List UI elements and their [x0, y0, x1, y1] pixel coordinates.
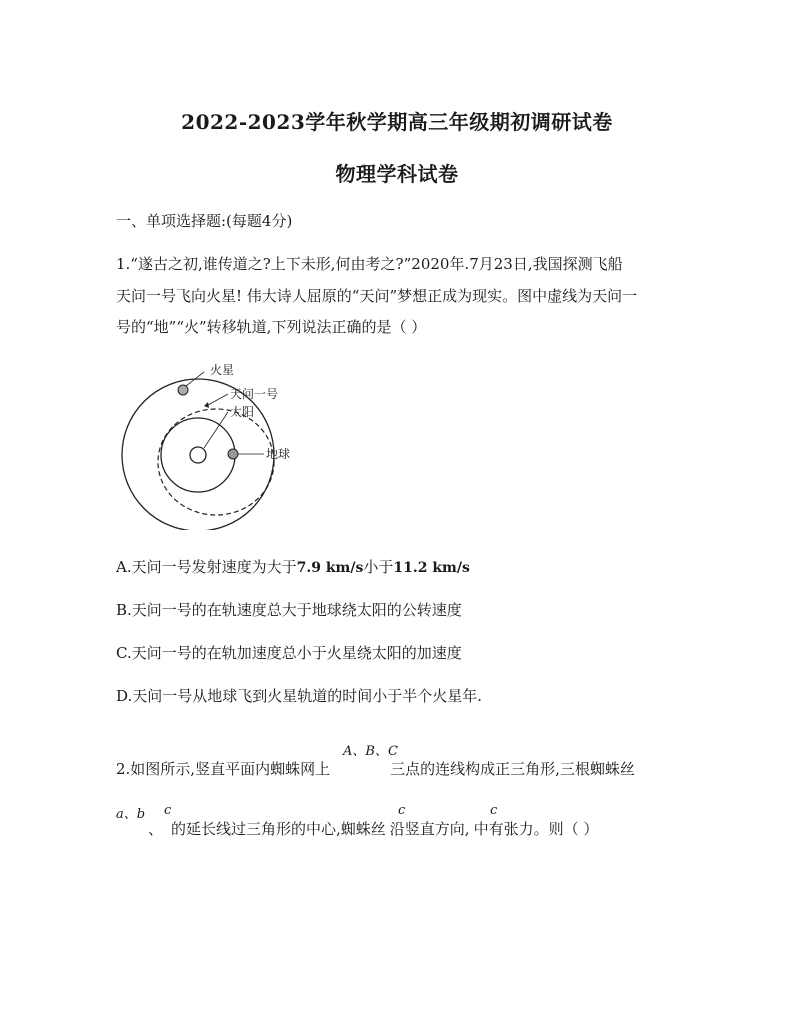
option-a-mid: 小于: [363, 558, 394, 576]
option-a-prefix: A.天问一号发射速度为大于: [116, 558, 297, 576]
q2-line1-suffix: 三点的连线构成正三角形,三根蜘蛛丝: [390, 760, 635, 778]
q1-line3: 号的“地”“火”转移轨道,下列说法正确的是（ ）: [116, 318, 427, 336]
section-heading: 一、单项选择题:(每题4分): [116, 212, 293, 230]
q1-option-b: B.天问一号的在轨速度总大于地球绕太阳的公转速度: [116, 601, 462, 619]
q1-option-a: [116, 556, 470, 577]
earth-icon: [228, 449, 238, 459]
q2-line2-c: 中有张力。则（ ）: [473, 820, 599, 838]
q2-line2: [148, 818, 598, 839]
transfer-orbit: [158, 409, 274, 515]
mars-label: 火星: [210, 363, 235, 377]
q1-option-d: D.天问一号从地球飞到火星轨道的时间小于半个火星年.: [116, 687, 483, 705]
q2-line1: [116, 758, 635, 779]
q2-line1-prefix: 2.如图所示,竖直平面内蜘蛛网上: [116, 760, 331, 778]
q1-line1: 1.“遂古之初,谁传道之?上下未形,何由考之?”2020年.7月23日,我国探测飞船: [116, 255, 623, 273]
q2-threads: a、b: [116, 807, 146, 822]
q2-c1: c: [398, 803, 406, 818]
orbit-diagram: [116, 350, 316, 530]
exam-title: 2022-2023学年秋学期高三年级期初调研试卷: [181, 110, 613, 134]
earth-label: 地球: [266, 447, 291, 461]
sun-label: 太阳: [230, 405, 255, 419]
q2-line2-b: 沿竖直方向,: [389, 820, 470, 838]
exam-subtitle: 物理学科试卷: [335, 162, 459, 186]
q2-points: A、B、C: [343, 744, 398, 759]
option-a-v1: 7.9 km/s: [296, 560, 364, 576]
q2-c2: c: [490, 803, 498, 818]
q1-option-c: C.天问一号的在轨加速度总小于火星绕太阳的加速度: [116, 644, 462, 662]
q2-thread-c: c: [164, 803, 172, 818]
probe-label: 天问一号: [230, 387, 279, 401]
option-a-v2: 11.2 km/s: [393, 560, 470, 576]
q2-sep: 、: [148, 820, 164, 838]
mars-icon: [178, 385, 188, 395]
q2-line2-a: 的延长线过三角形的中心,蜘蛛丝: [171, 820, 386, 838]
q1-line2: 天问一号飞向火星! 伟大诗人屈原的“天问”梦想正成为现实。图中虚线为天问一: [116, 287, 638, 305]
sun-icon: [190, 447, 206, 463]
